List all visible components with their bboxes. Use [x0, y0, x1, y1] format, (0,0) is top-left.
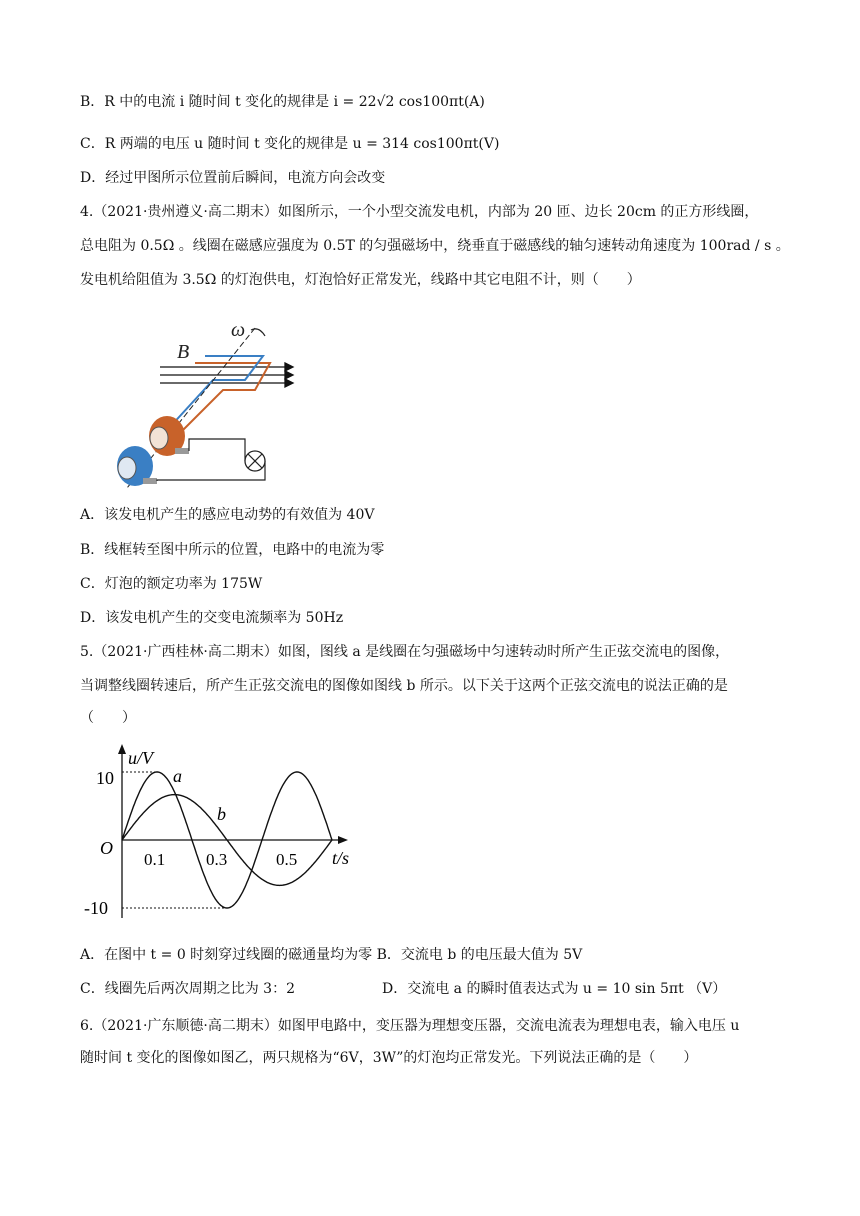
q6-stem-line2: 随时间 t 变化的图像如图乙，两只规格为“6V，3W”的灯泡均正常发光。下列说法正确的是（ ） [80, 1050, 698, 1066]
q5-stem-line3: （ ） [80, 710, 136, 726]
q4-stem-line2: 总电阻为 0.5Ω 。线圈在磁感应强度为 0.5T 的匀强磁场中，绕垂直于磁感线的轴匀速转动角速度为 100rad / s 。 [80, 238, 790, 254]
q6-stem-line1: 6.（2021·广东顺德·高二期末）如图甲电路中，变压器为理想变压器，交流电流表为理想电表，输入电压 u [80, 1018, 740, 1034]
q4-option-c: C．灯泡的额定功率为 175W [80, 576, 263, 592]
q5-stem-line2: 当调整线圈转速后，所产生正弦交流电的图像如图线 b 所示。以下关于这两个正弦交流电的说法正确的是 [80, 678, 728, 694]
y-axis-label: u/V [128, 748, 153, 768]
x-axis-label: t/s [332, 848, 350, 868]
x-tick-0.3: 0.3 [206, 850, 228, 869]
y-axis-arrow [118, 744, 126, 754]
generator-figure [105, 318, 305, 493]
q3-option-c: C．R 两端的电压 u 随时间 t 变化的规律是 u = 314 cos100πt(V) [80, 136, 500, 152]
q4-stem-line1: 4.（2021·贵州遵义·高二期末）如图所示，一个小型交流发电机，内部为 20 匝、边长 20cm 的正方形线圈， [80, 204, 759, 220]
y-tick-neg10: -10 [84, 898, 108, 918]
q5-option-c: C．线圈先后两次周期之比为 3：2 [80, 981, 295, 997]
y-tick-10: 10 [96, 768, 114, 788]
q3-option-b: B．R 中的电流 i 随时间 t 变化的规律是 i = 22√2 cos100πt(A) [80, 94, 485, 110]
origin-label: O [100, 838, 113, 858]
curve-b-label: b [217, 804, 226, 824]
omega-label: ω [231, 319, 246, 341]
q4-option-b: B．线框转至图中所示的位置，电路中的电流为零 [80, 542, 385, 558]
q4-stem-line3: 发电机给阻值为 3.5Ω 的灯泡供电，灯泡恰好正常发光，线路中其它电阻不计，则（ ） [80, 272, 641, 288]
magnetic-field-label: B [177, 341, 190, 363]
wire-top [189, 439, 245, 461]
coil-orange [177, 363, 270, 436]
wave-chart [80, 740, 370, 925]
brush-top [175, 448, 189, 454]
x-axis-arrow [338, 836, 348, 844]
q5-stem-line1: 5.（2021·广西桂林·高二期末）如图，图线 a 是线圈在匀强磁场中匀速转动时所产生正弦交流电的图像， [80, 644, 730, 660]
q3-option-d: D．经过甲图所示位置前后瞬间，电流方向会改变 [80, 170, 386, 186]
q5-option-a-b: A．在图中 t = 0 时刻穿过线圈的磁通量均为零 B．交流电 b 的电压最大值为 5V [80, 947, 583, 963]
x-tick-0.5: 0.5 [276, 850, 298, 869]
field-lines [160, 363, 293, 387]
q4-option-a: A．该发电机产生的感应电动势的有效值为 40V [80, 507, 375, 523]
brush-bottom [143, 478, 157, 484]
q5-option-d: D．交流电 a 的瞬时值表达式为 u = 10 sin 5πt （V） [382, 981, 727, 997]
curve-a-label: a [173, 766, 182, 786]
x-tick-0.1: 0.1 [144, 850, 166, 869]
q4-option-d: D．该发电机产生的交变电流频率为 50Hz [80, 610, 344, 626]
